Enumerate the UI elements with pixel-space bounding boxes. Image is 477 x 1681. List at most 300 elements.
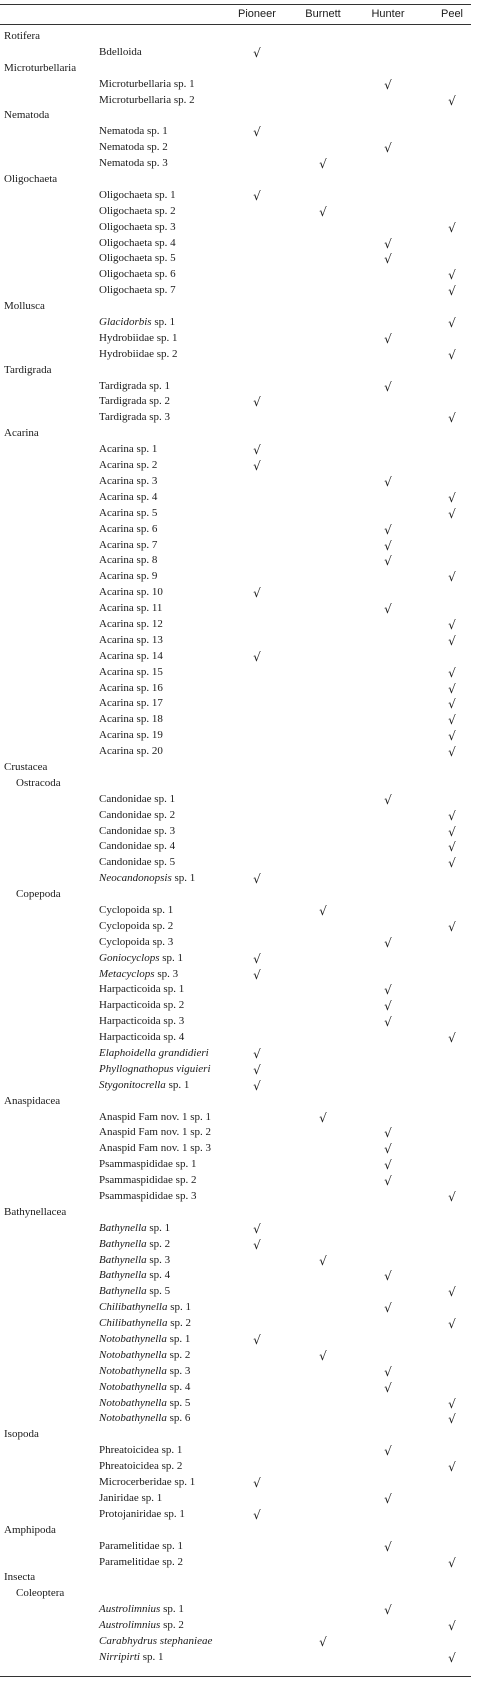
taxon-name — [99, 633, 163, 649]
taxon-name-suffix: sp. 1 — [160, 1603, 184, 1616]
taxon-name — [4, 1570, 35, 1586]
taxon-name-main: Tardigrada sp. 3 — [99, 411, 171, 424]
check-mark-pioneer: √ — [253, 1476, 261, 1491]
taxon-name — [16, 887, 61, 903]
taxon-group-row — [0, 1523, 471, 1539]
taxon-name — [99, 1411, 190, 1427]
check-mark-hunter: √ — [384, 141, 392, 156]
taxon-name — [99, 998, 184, 1014]
taxon-name — [99, 1030, 184, 1046]
taxon-name — [99, 124, 168, 140]
taxon-name-main: Carabhydrus stephanieae — [99, 1634, 213, 1647]
taxon-name — [99, 77, 195, 93]
taxon-name-main: Acarina sp. 19 — [99, 729, 163, 742]
check-mark-hunter: √ — [384, 252, 392, 267]
taxon-name-main: Crustacea — [4, 760, 48, 773]
taxon-name-main: Acarina sp. 17 — [99, 697, 163, 710]
table-row — [0, 220, 471, 236]
taxon-name-main: Psammaspididae sp. 1 — [99, 1158, 197, 1171]
taxon-name — [99, 982, 184, 998]
taxon-name-suffix: sp. 1 — [139, 1650, 164, 1663]
taxon-name — [99, 1284, 170, 1300]
check-mark-hunter: √ — [384, 522, 392, 537]
table-row — [0, 998, 471, 1014]
taxon-name-main: Chilibathynella — [99, 1317, 168, 1330]
taxon-name — [99, 1634, 212, 1650]
taxon-name — [99, 1618, 184, 1634]
check-mark-hunter: √ — [384, 792, 392, 807]
taxon-name-main: Neocandonopsis — [99, 872, 172, 885]
taxon-name — [99, 1157, 196, 1173]
taxon-name — [99, 903, 173, 919]
taxon-name — [99, 379, 170, 395]
table-top-rule — [0, 4, 471, 5]
taxon-name — [4, 426, 39, 442]
table-row — [0, 824, 471, 840]
taxon-name — [99, 1189, 196, 1205]
taxon-name-suffix: sp. 1 — [159, 951, 184, 964]
taxon-name-main: Tardigrada sp. 1 — [99, 379, 171, 392]
table-row — [0, 967, 471, 983]
check-mark-hunter: √ — [384, 538, 392, 553]
table-row — [0, 1475, 471, 1491]
taxon-name — [99, 538, 157, 554]
check-mark-pioneer: √ — [253, 1062, 261, 1077]
table-row — [0, 728, 471, 744]
taxon-name — [99, 45, 142, 61]
taxon-name-main: Acarina sp. 20 — [99, 745, 163, 758]
check-mark-peel: √ — [448, 729, 456, 744]
taxon-name-main: Candonidae sp. 2 — [99, 808, 176, 821]
taxon-name — [99, 236, 176, 252]
taxon-name-suffix: sp. 3 — [146, 1253, 171, 1266]
check-mark-peel: √ — [448, 1031, 456, 1046]
check-mark-peel: √ — [448, 824, 456, 839]
check-mark-peel: √ — [448, 919, 456, 934]
taxon-name-main: Candonidae sp. 1 — [99, 792, 176, 805]
check-mark-pioneer: √ — [253, 1221, 261, 1236]
taxon-group-row — [0, 108, 471, 124]
taxon-name-main: Elaphoidella grandidieri — [99, 1047, 209, 1059]
table-row — [0, 474, 471, 490]
taxon-group-row — [0, 1427, 471, 1443]
taxon-name-main: Oligochaeta sp. 1 — [99, 188, 176, 201]
check-mark-peel: √ — [448, 570, 456, 585]
taxon-name-suffix: sp. 4 — [146, 1269, 171, 1282]
table-row — [0, 871, 471, 887]
taxon-name-main: Candonidae sp. 4 — [99, 840, 176, 853]
taxon-name — [99, 220, 176, 236]
taxon-group-row — [0, 363, 471, 379]
taxon-name — [99, 665, 163, 681]
taxon-name — [99, 871, 195, 887]
taxon-name-main: Protojaniridae sp. 1 — [99, 1507, 185, 1520]
check-mark-peel: √ — [448, 1190, 456, 1205]
check-mark-peel: √ — [448, 93, 456, 108]
check-mark-pioneer: √ — [253, 125, 261, 140]
taxon-name-suffix: sp. 6 — [166, 1412, 191, 1425]
taxon-subgroup-row — [0, 887, 471, 903]
taxon-name-main: Notobathynella — [99, 1333, 167, 1346]
table-row — [0, 251, 471, 267]
taxon-name-main: Acarina sp. 3 — [99, 474, 158, 487]
taxon-name-main: Janiridae sp. 1 — [99, 1491, 163, 1504]
taxon-name-main: Acarina sp. 14 — [99, 649, 163, 662]
check-mark-pioneer: √ — [253, 586, 261, 601]
taxon-name — [99, 331, 178, 347]
check-mark-pioneer: √ — [253, 1047, 261, 1061]
table-bottom-rule — [0, 1676, 471, 1677]
taxon-name — [99, 283, 176, 299]
table-row — [0, 982, 471, 998]
table-row — [0, 506, 471, 522]
taxon-name — [99, 251, 176, 267]
table-header-rule — [0, 24, 471, 25]
check-mark-peel: √ — [448, 411, 456, 426]
table-row — [0, 1539, 471, 1555]
taxon-name — [99, 681, 163, 697]
taxon-name-main: Acarina sp. 13 — [99, 633, 163, 646]
table-row — [0, 935, 471, 951]
taxon-name-main: Cyclopoida sp. 2 — [99, 919, 174, 932]
taxon-name — [99, 1459, 182, 1475]
taxon-group-row — [0, 1205, 471, 1221]
check-mark-pioneer: √ — [253, 872, 261, 887]
table-row — [0, 951, 471, 967]
taxon-name-main: Oligochaeta — [4, 173, 58, 186]
taxon-name-main: Nematoda sp. 1 — [99, 125, 168, 138]
taxon-name — [99, 728, 163, 744]
taxon-name-main: Anaspid Fam nov. 1 sp. 3 — [99, 1142, 212, 1155]
taxon-name — [99, 1173, 196, 1189]
table-row — [0, 1443, 471, 1459]
taxon-name-main: Harpacticoida sp. 2 — [99, 999, 185, 1012]
table-row — [0, 1284, 471, 1300]
taxon-name — [99, 824, 175, 840]
taxon-name-suffix: sp. 2 — [166, 1348, 191, 1361]
check-mark-hunter: √ — [384, 983, 392, 998]
table-row — [0, 490, 471, 506]
taxon-name — [99, 744, 163, 760]
taxon-name-main: Mollusca — [4, 300, 45, 313]
taxon-name — [99, 347, 178, 363]
check-mark-hunter: √ — [384, 77, 392, 92]
table-row — [0, 1014, 471, 1030]
taxon-name-suffix: sp. 1 — [171, 872, 196, 885]
taxon-name-main: Nematoda sp. 2 — [99, 141, 168, 154]
taxon-name-main: Acarina sp. 15 — [99, 665, 163, 678]
taxon-name — [99, 1332, 190, 1348]
check-mark-hunter: √ — [384, 1444, 392, 1459]
table-row — [0, 442, 471, 458]
check-mark-hunter: √ — [384, 554, 392, 569]
taxon-name-main: Acarina — [4, 427, 39, 440]
taxon-name-main: Acarina sp. 10 — [99, 586, 163, 599]
taxon-name-main: Acarina sp. 2 — [99, 459, 158, 472]
taxon-name-main: Oligochaeta sp. 2 — [99, 204, 176, 217]
table-row — [0, 808, 471, 824]
taxon-name-suffix: sp. 5 — [166, 1396, 191, 1409]
check-mark-peel: √ — [448, 745, 456, 760]
taxon-name-main: Rotifera — [4, 30, 41, 42]
table-row — [0, 156, 471, 172]
taxon-name-main: Nematoda sp. 3 — [99, 157, 168, 170]
taxon-name — [99, 204, 176, 220]
taxon-name-main: Acarina sp. 5 — [99, 506, 158, 519]
taxon-name-main: Acarina sp. 1 — [99, 443, 158, 456]
check-mark-hunter: √ — [384, 236, 392, 251]
check-mark-peel: √ — [448, 316, 456, 331]
check-mark-hunter: √ — [384, 1015, 392, 1030]
taxon-name — [99, 808, 175, 824]
table-row — [0, 1396, 471, 1412]
table-row — [0, 617, 471, 633]
taxon-name-main: Notobathynella — [99, 1380, 167, 1393]
table-row — [0, 1062, 471, 1078]
check-mark-pioneer: √ — [253, 188, 261, 203]
taxon-name — [99, 1364, 190, 1380]
taxon-name — [4, 1523, 56, 1539]
table-row — [0, 1046, 471, 1062]
table-row — [0, 1348, 471, 1364]
table-row — [0, 140, 471, 156]
check-mark-pioneer: √ — [253, 1507, 261, 1522]
taxon-name-suffix: sp. 2 — [146, 1237, 171, 1250]
table-row — [0, 585, 471, 601]
check-mark-burnett: √ — [319, 204, 327, 219]
taxon-group-row — [0, 1094, 471, 1110]
taxon-name-main: Cyclopoida sp. 3 — [99, 935, 174, 948]
table-row — [0, 1221, 471, 1237]
table-row — [0, 855, 471, 871]
check-mark-hunter: √ — [384, 1539, 392, 1554]
check-mark-peel: √ — [448, 808, 456, 823]
taxon-name — [99, 442, 157, 458]
taxon-name-main: Hydrobiidae sp. 1 — [99, 331, 178, 344]
taxon-name-main: Acarina sp. 6 — [99, 522, 158, 535]
taxon-name — [4, 61, 76, 77]
table-row — [0, 410, 471, 426]
table-row — [0, 379, 471, 395]
taxon-name-main: Anaspid Fam nov. 1 sp. 1 — [99, 1110, 212, 1123]
taxon-name — [4, 29, 40, 45]
taxon-name — [99, 1507, 185, 1523]
check-mark-hunter: √ — [384, 999, 392, 1014]
taxon-name-main: Stygonitocrella — [99, 1078, 166, 1091]
taxon-name-main: Amphipoda — [4, 1523, 56, 1536]
check-mark-peel: √ — [448, 665, 456, 680]
taxon-name-main: Ostracoda — [16, 776, 61, 789]
taxon-name — [99, 315, 175, 331]
taxon-name-main: Metacyclops — [99, 967, 155, 980]
taxon-name-main: Nematoda — [4, 109, 50, 122]
taxon-name-main: Acarina sp. 12 — [99, 617, 163, 630]
taxon-name-main: Notobathynella — [99, 1412, 167, 1425]
check-mark-peel: √ — [448, 1396, 456, 1411]
taxon-name-main: Austrolimnius — [99, 1603, 161, 1616]
check-mark-hunter: √ — [384, 331, 392, 346]
check-mark-peel: √ — [448, 1650, 456, 1665]
table-row — [0, 1491, 471, 1507]
taxon-name-main: Bathynellacea — [4, 1205, 67, 1218]
taxon-name — [99, 839, 175, 855]
table-row — [0, 601, 471, 617]
taxon-name-main: Isopoda — [4, 1428, 39, 1441]
taxon-name — [99, 712, 163, 728]
taxon-name-main: Candonidae sp. 5 — [99, 856, 176, 869]
taxon-name-main: Tardigrada — [4, 363, 52, 376]
table-row — [0, 1189, 471, 1205]
table-row — [0, 236, 471, 252]
check-mark-burnett: √ — [319, 903, 327, 918]
table-row — [0, 1030, 471, 1046]
taxon-name — [99, 696, 163, 712]
taxon-name — [99, 855, 175, 871]
taxon-name — [99, 1443, 182, 1459]
taxon-subgroup-row — [0, 776, 471, 792]
check-mark-peel: √ — [448, 617, 456, 632]
table-row — [0, 1602, 471, 1618]
taxon-name — [99, 1300, 191, 1316]
taxon-name-main: Chilibathynella — [99, 1301, 168, 1314]
taxon-name-suffix: sp. 1 — [151, 316, 176, 329]
check-mark-hunter: √ — [384, 1380, 392, 1395]
taxon-name-main: Glacidorbis — [99, 316, 152, 329]
taxon-name — [99, 649, 163, 665]
taxon-group-row — [0, 760, 471, 776]
taxon-subgroup-row — [0, 1586, 471, 1602]
taxon-name-main: Bathynella — [99, 1285, 147, 1298]
check-mark-pioneer: √ — [253, 1333, 261, 1348]
taxon-name — [99, 506, 157, 522]
table-row — [0, 1364, 471, 1380]
table-row — [0, 1237, 471, 1253]
taxon-name-main: Acarina sp. 16 — [99, 681, 163, 694]
check-mark-pioneer: √ — [253, 649, 261, 664]
taxon-name-main: Bathynella — [99, 1221, 147, 1234]
table-row — [0, 1316, 471, 1332]
check-mark-pioneer: √ — [253, 1237, 261, 1252]
taxon-name-main: Harpacticoida sp. 4 — [99, 1031, 185, 1044]
check-mark-hunter: √ — [384, 474, 392, 489]
check-mark-pioneer: √ — [253, 951, 261, 966]
taxon-name-main: Goniocyclops — [99, 951, 160, 964]
taxon-group-row — [0, 426, 471, 442]
table-row — [0, 681, 471, 697]
taxon-name — [99, 1078, 189, 1094]
taxon-name-main: Anaspidacea — [4, 1094, 61, 1107]
table-row — [0, 696, 471, 712]
taxon-name-main: Bathynella — [99, 1253, 147, 1266]
taxon-name — [99, 1539, 183, 1555]
taxon-name — [99, 569, 157, 585]
taxon-name — [99, 1475, 195, 1491]
taxon-name-main: Phyllognathopus viguieri — [99, 1062, 211, 1075]
taxon-name-main: Acarina sp. 11 — [99, 602, 163, 615]
taxon-name — [99, 1348, 190, 1364]
table-row — [0, 331, 471, 347]
taxon-name — [4, 363, 51, 379]
check-mark-pioneer: √ — [253, 45, 261, 60]
taxon-name-main: Oligochaeta sp. 3 — [99, 220, 176, 233]
check-mark-peel: √ — [448, 1619, 456, 1634]
table-row — [0, 1110, 471, 1126]
taxon-name-main: Acarina sp. 9 — [99, 570, 158, 583]
check-mark-peel: √ — [448, 506, 456, 521]
check-mark-pioneer: √ — [253, 395, 261, 410]
taxon-name — [99, 267, 176, 283]
taxon-name-main: Microcerberidae sp. 1 — [99, 1476, 196, 1489]
check-mark-peel: √ — [448, 268, 456, 283]
taxon-name — [99, 792, 175, 808]
taxon-name-main: Oligochaeta sp. 6 — [99, 268, 176, 281]
table-row — [0, 1253, 471, 1269]
column-header-pioneer: Pioneer — [238, 8, 276, 20]
table-row — [0, 315, 471, 331]
check-mark-pioneer: √ — [253, 459, 261, 474]
column-header-hunter: Hunter — [371, 8, 405, 20]
table-row — [0, 283, 471, 299]
taxon-name-suffix: sp. 5 — [146, 1285, 171, 1298]
taxon-name-main: Oligochaeta sp. 5 — [99, 252, 176, 265]
check-mark-hunter: √ — [384, 1364, 392, 1379]
table-row — [0, 919, 471, 935]
table-row — [0, 458, 471, 474]
taxon-name-suffix: sp. 3 — [166, 1364, 191, 1377]
taxon-name-main: Bdelloida — [99, 45, 142, 58]
taxon-name-main: Notobathynella — [99, 1364, 167, 1377]
check-mark-burnett: √ — [319, 157, 327, 172]
check-mark-hunter: √ — [384, 935, 392, 950]
table-body — [0, 29, 471, 1666]
taxon-name-main: Phreatoicidea sp. 1 — [99, 1444, 183, 1457]
taxon-name — [16, 1586, 64, 1602]
table-row — [0, 267, 471, 283]
taxon-name-main: Hydrobiidae sp. 2 — [99, 347, 178, 360]
taxon-name — [99, 490, 157, 506]
taxon-name-main: Paramelitidae sp. 1 — [99, 1539, 184, 1552]
check-mark-burnett: √ — [319, 1348, 327, 1363]
taxon-group-row — [0, 299, 471, 315]
table-row — [0, 394, 471, 410]
table-row — [0, 792, 471, 808]
taxon-name-suffix: sp. 2 — [160, 1619, 184, 1632]
column-header-burnett: Burnett — [305, 8, 341, 20]
taxon-name-main: Phreatoicidea sp. 2 — [99, 1460, 183, 1473]
taxon-name-main: Acarina sp. 8 — [99, 554, 158, 567]
check-mark-peel: √ — [448, 681, 456, 696]
check-mark-peel: √ — [448, 856, 456, 871]
taxon-name — [99, 1396, 190, 1412]
table-row — [0, 522, 471, 538]
taxon-name — [4, 108, 49, 124]
check-mark-hunter: √ — [384, 1491, 392, 1506]
taxon-name-suffix: sp. 3 — [154, 967, 179, 980]
taxon-name — [4, 760, 47, 776]
check-mark-hunter: √ — [384, 1142, 392, 1157]
taxon-group-row — [0, 1570, 471, 1586]
taxon-name — [4, 1094, 60, 1110]
taxon-name — [99, 410, 170, 426]
table-row — [0, 903, 471, 919]
taxon-name — [99, 967, 178, 983]
taxon-name — [4, 1205, 66, 1221]
table-row — [0, 553, 471, 569]
check-mark-peel: √ — [448, 1460, 456, 1475]
taxon-name — [99, 1316, 191, 1332]
table-header-row — [0, 6, 471, 24]
table-row — [0, 1173, 471, 1189]
